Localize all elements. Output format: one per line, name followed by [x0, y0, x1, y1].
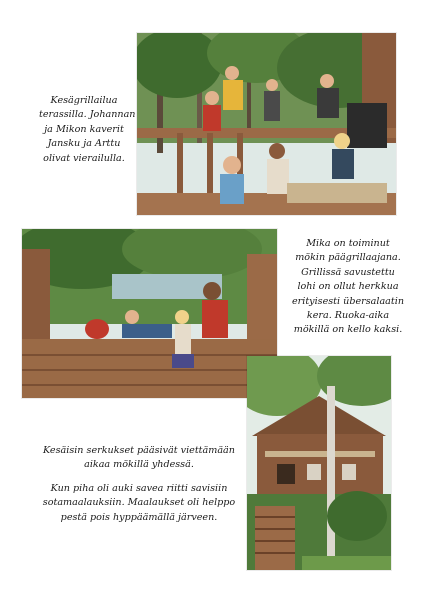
caption-line: olivat vierailulla.	[43, 152, 125, 164]
caption-cousins-summer	[28, 444, 250, 525]
photo-cabin-stairs-image	[247, 356, 391, 570]
caption-line: kera. Ruoka-aika	[306, 310, 390, 322]
caption-line: mökin päägrillaajana.	[295, 252, 401, 264]
caption-terrace-grilling	[39, 94, 136, 166]
caption-line: Jansku ja Arttu	[47, 138, 121, 150]
caption-line: Grillissä savustettu	[301, 266, 395, 278]
photo-terrace-group	[137, 33, 396, 215]
caption-line: Kesägrillailua	[50, 95, 118, 106]
caption-line: mökillä on kello kaksi.	[293, 324, 403, 336]
caption-grill-master	[288, 237, 408, 338]
paragraph-gap	[28, 473, 250, 482]
caption-line: ja Mikon kaverit	[44, 123, 124, 135]
caption-line: lohi on ollut herkkua	[297, 281, 399, 293]
caption-line: Kun piha oli auki savea riitti savisiin	[50, 482, 228, 494]
caption-line: aikaa mökillä yhdessä.	[84, 459, 194, 471]
caption-line: terassilla. Johannan	[39, 109, 136, 121]
caption-line: Kesäisin serkukset pääsivät viettämään	[43, 445, 235, 456]
caption-line: Mika on toiminut	[306, 238, 390, 249]
photo-terrace-group-image	[137, 33, 396, 215]
caption-line: pestä pois hyppäämällä järveen.	[60, 511, 218, 523]
caption-line: erityisesti übersalaatin	[291, 295, 404, 307]
photo-deck-children-image	[22, 229, 277, 398]
photo-cabin-stairs	[247, 356, 391, 570]
photo-deck-children	[22, 229, 277, 398]
caption-line: sotamaalauksiin. Maalaukset oli helppo	[42, 497, 236, 509]
